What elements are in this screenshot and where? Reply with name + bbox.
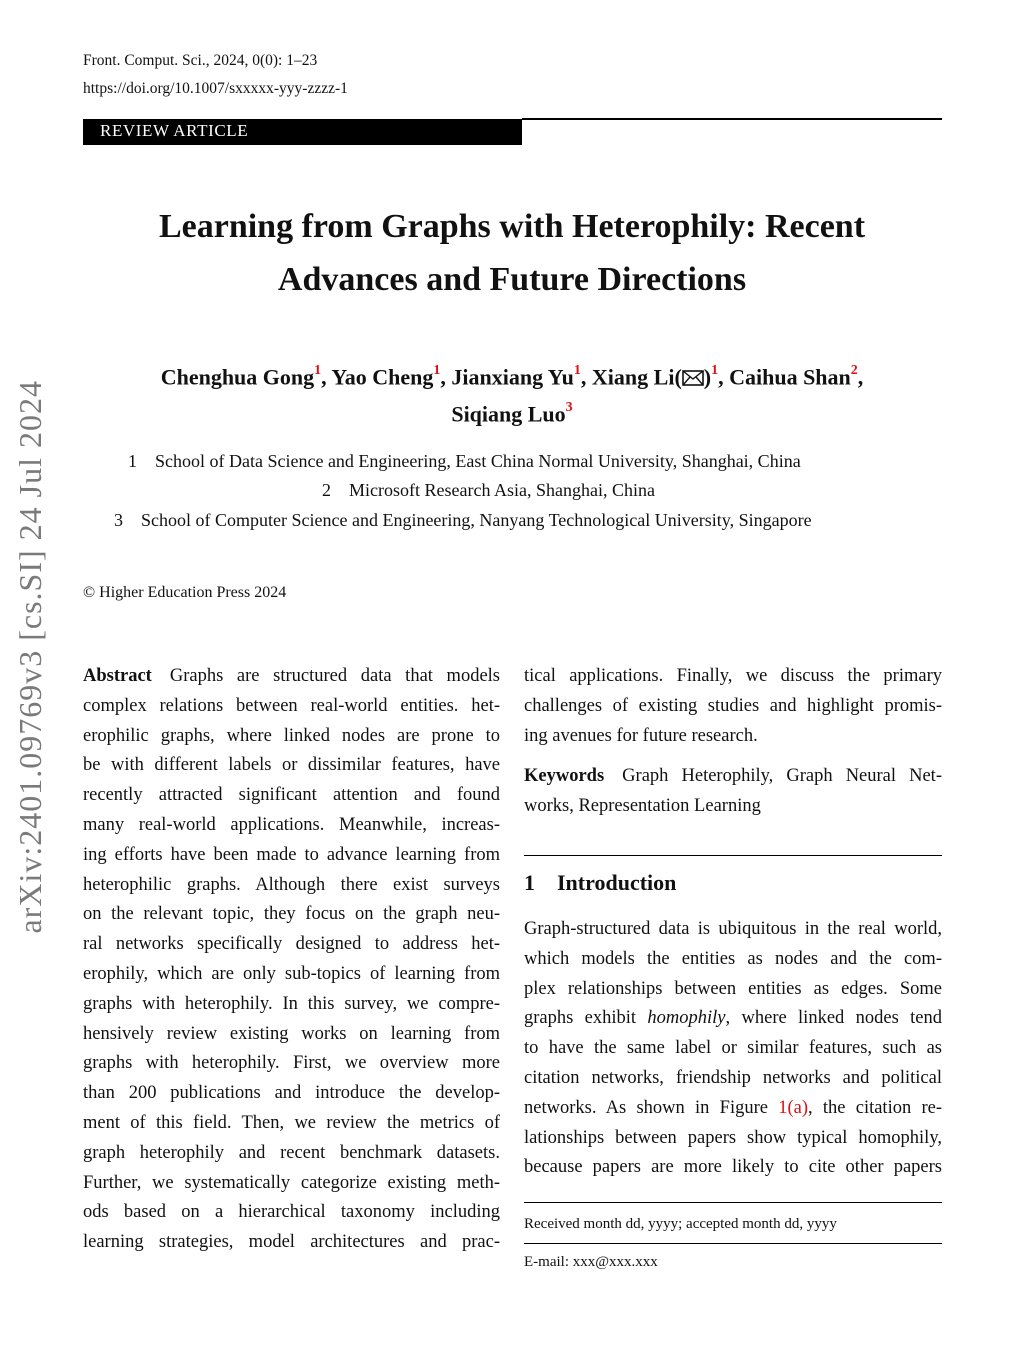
intro-line: plex relationships between entities as edges. Some — [524, 978, 942, 999]
intro-line: to have the same label or similar features, such as — [524, 1038, 942, 1059]
abstract — [83, 662, 500, 1258]
abstract-line: graphs with heterophily. First, we overview more — [83, 1053, 500, 1074]
abstract-line: learning strategies, model architectures and prac- — [83, 1232, 500, 1253]
journal-citation: Front. Comput. Sci., 2024, 0(0): 1–23 — [83, 52, 318, 69]
intro-line: which models the entities as nodes and the com- — [524, 948, 942, 969]
intro-line: because papers are more likely to cite other papers — [524, 1157, 942, 1178]
intro-line: citation networks, friendship networks and political — [524, 1067, 942, 1088]
abstract-line: erophily, which are only sub-topics of learning from — [83, 963, 500, 984]
abstract-line: heterophilic graphs. Although there exist surveys — [83, 874, 500, 895]
figure-reference-link[interactable]: 1(a) — [778, 1097, 809, 1118]
abstract-line: ral networks specifically designed to address het- — [83, 934, 500, 955]
section-divider — [524, 855, 942, 856]
abstract-line: erophilic graphs, where linked nodes are prone to — [83, 725, 500, 746]
intro-line: networks. As shown in Figure 1(a), the citation re- — [524, 1097, 942, 1118]
author-affil-sup: 1 — [711, 363, 719, 378]
title-line-2: Advances and Future Directions — [277, 261, 747, 298]
author-affil-sup: 3 — [565, 400, 573, 415]
footnote-rule — [524, 1202, 942, 1203]
section-heading — [524, 870, 676, 896]
section-title: Introduction — [557, 870, 677, 895]
abstract-line: ing avenues for future research. — [524, 725, 758, 746]
abstract-continuation — [524, 662, 942, 751]
abstract-line: ment of this field. Then, we review the metrics of — [83, 1112, 500, 1133]
introduction-text — [524, 915, 942, 1183]
abstract-line: Abstract Graphs are structured data that models — [83, 666, 500, 686]
affiliation-text: School of Data Science and Engineering, East China Normal University, Shanghai, China — [155, 451, 801, 471]
keywords-label: Keywords — [524, 766, 605, 786]
abstract-line: ods based on a hierarchical taxonomy including — [83, 1202, 500, 1223]
arxiv-stamp — [12, 380, 72, 950]
paper-title — [0, 200, 1024, 306]
author-affil-sup: 2 — [850, 363, 858, 378]
author-affil-sup: 1 — [314, 363, 322, 378]
affiliation-2 — [322, 479, 655, 501]
author-name: Chenghua Gong — [160, 364, 315, 390]
header-rule — [522, 118, 942, 120]
abstract-line: challenges of existing studies and highlight promis- — [524, 695, 942, 716]
author-list-line-2 — [0, 397, 1024, 427]
author-name: Jianxiang Yu — [451, 364, 574, 390]
affiliation-text: Microsoft Research Asia, Shanghai, China — [349, 480, 655, 500]
affiliation-1 — [128, 450, 801, 472]
abstract-line: graph heterophily and recent benchmark datasets. — [83, 1142, 500, 1163]
abstract-line: hensively review existing works on learning from — [83, 1023, 500, 1044]
keywords-line: works, Representation Learning — [524, 795, 761, 816]
abstract-line: recently attracted significant attention and found — [83, 785, 500, 806]
title-line-1: Learning from Graphs with Heterophily: Recent — [158, 208, 866, 245]
envelope-icon — [682, 370, 704, 386]
author-name: Caihua Shan — [729, 364, 851, 390]
intro-line: lationships between papers show typical homophily, — [524, 1127, 942, 1148]
intro-line: Graph-structured data is ubiquitous in the real world, — [524, 919, 942, 939]
abstract-label: Abstract — [83, 666, 152, 686]
author-affil-sup: 1 — [573, 363, 581, 378]
footnote-rule — [524, 1243, 942, 1244]
keywords — [524, 762, 942, 822]
abstract-line: ing efforts have been made to advance learning from — [83, 844, 500, 865]
abstract-line: complex relations between real-world entities. het- — [83, 695, 500, 716]
abstract-line: graphs with heterophily. In this survey, we compre- — [83, 993, 500, 1014]
author-name: Yao Cheng — [331, 364, 434, 390]
keywords-line: Keywords Graph Heterophily, Graph Neural Net- — [524, 766, 942, 786]
author-list: Chenghua Gong$^1$, Yao Cheng$^1$, Jianxiang Yu$^1$, Xiang Li( )$^1$, Caihua Shan$^2$, — [160, 363, 864, 390]
term-emphasis: homophily — [647, 1008, 726, 1029]
abstract-line: tical applications. Finally, we discuss the primary — [524, 666, 942, 686]
author-affil-sup: 1 — [433, 363, 441, 378]
section-number: 1 — [524, 870, 535, 895]
contact-email[interactable]: E-mail: xxx@xxx.xxx — [524, 1254, 658, 1270]
affiliation-number: 1 — [128, 451, 137, 471]
author-name: Xiang Li — [591, 364, 675, 390]
affiliation-3 — [114, 509, 812, 531]
author-name: Siqiang Luo — [451, 401, 566, 427]
doi-link[interactable]: https://doi.org/10.1007/sxxxxx-yyy-zzzz-1 — [83, 80, 348, 97]
abstract-line: many real-world applications. Meanwhile, increas- — [83, 814, 500, 835]
abstract-line: Further, we systematically categorize existing meth- — [83, 1172, 500, 1193]
affiliation-text: School of Computer Science and Engineering, Nanyang Technological University, Singapore — [141, 510, 812, 530]
intro-line: graphs exhibit homophily, where linked nodes tend — [524, 1008, 942, 1029]
copyright-notice: © Higher Education Press 2024 — [83, 584, 287, 601]
arxiv-id[interactable]: arXiv:2401.09769v3 [cs.SI] 24 Jul 2024 — [12, 380, 48, 934]
article-type-label: REVIEW ARTICLE — [100, 121, 249, 140]
affiliation-number: 3 — [114, 510, 123, 530]
abstract-line: on the relevant topic, they focus on the graph neu- — [83, 904, 500, 925]
abstract-line: than 200 publications and introduce the develop- — [83, 1083, 500, 1104]
received-date: Received month dd, yyyy; accepted month dd, yyyy — [524, 1216, 837, 1232]
abstract-line: be with different labels or dissimilar features, have — [83, 755, 500, 776]
affiliation-number: 2 — [322, 480, 331, 500]
